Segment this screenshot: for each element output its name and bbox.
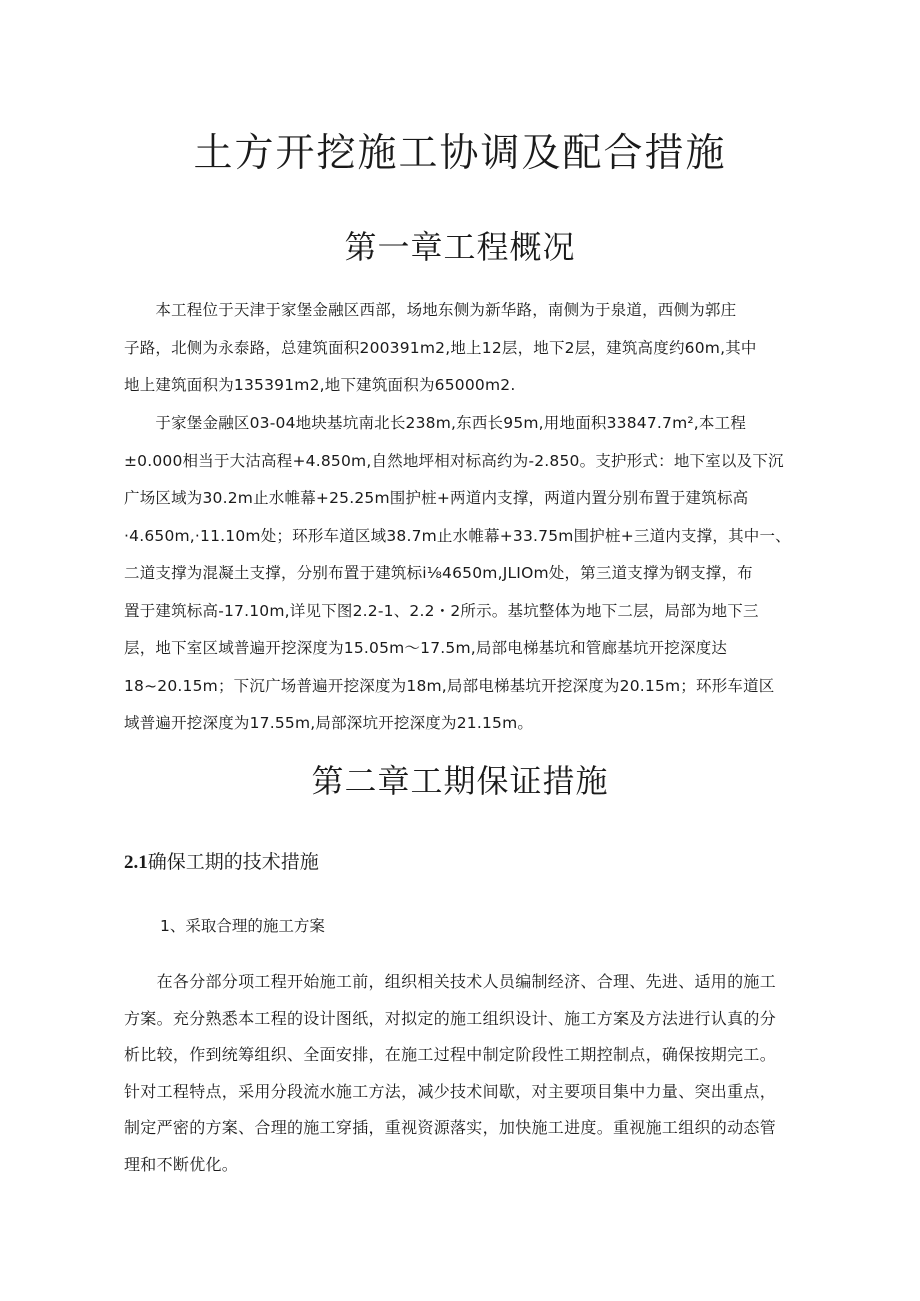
text-line: 域普遍开挖深度为17.55m,局部深坑开挖深度为21.15m。: [124, 714, 534, 732]
text-line: 制定严密的方案、合理的施工穿插，重视资源落实，加快施工进度。重视施工组织的动态管: [124, 1118, 777, 1137]
text-line: 本工程位于天津于家堡金融区西部，场地东侧为新华路，南侧为于泉道，西侧为郭庄: [124, 301, 737, 319]
text-line: 方案。充分熟悉本工程的设计图纸，对拟定的施工组织设计、施工方案及方法进行认真的分: [124, 1008, 777, 1028]
text-line: 二道支撑为混凝土支撑，分别布置于建筑标i⅛4650m,JLIOm处，第三道支撑为钢支撑，布: [124, 564, 753, 582]
text-line: 广场区域为30.2m止水帷幕+25.25m围护桩+两道内支撑，两道内置分别布置于建筑标高: [124, 489, 749, 507]
chapter-2-heading: 第二章工期保证措施: [311, 762, 609, 800]
text-line: 地上建筑面积为135391m2,地下建筑面积为65000m2.: [124, 376, 516, 394]
chapter-1-paragraph-2: [124, 405, 800, 743]
section-2-1-heading: [124, 846, 319, 879]
text-line: 针对工程特点，采用分段流水施工方法，减少技术间歇，对主要项目集中力量、突出重点，: [124, 1081, 777, 1101]
chapter-1-paragraph-1: [124, 292, 800, 405]
text-line: ±0.000相当于大沽高程+4.850m,自然地坪相对标高约为-2.850。支护形式：地下室以及下沉: [124, 451, 784, 470]
text-line: ·4.650m,·11.10m处；环形车道区域38.7m止水帷幕+33.75m围护桩+三道内支撑，其中一、: [124, 526, 791, 545]
text-line: 18~20.15m；下沉广场普遍开挖深度为18m,局部电梯基坑开挖深度为20.15m；环形车道区: [124, 676, 775, 695]
chapter-2-paragraph-1: [124, 964, 800, 1183]
document-title: 土方开挖施工协调及配合措施: [193, 131, 727, 176]
text-line: 层，地下室区域普遍开挖深度为15.05m～17.5m,局部电梯基坑和管廊基坑开挖深度达: [124, 639, 728, 657]
text-line: 于家堡金融区03-04地块基坑南北长238m,东西长95m,用地面积33847.7m²,本工程: [124, 414, 747, 432]
list-item-1: 1、采取合理的施工方案: [160, 917, 325, 935]
chapter-1-heading: 第一章工程概况: [344, 228, 576, 266]
section-number: 2.1: [124, 852, 148, 873]
text-line: 置于建筑标高-17.10m,详见下图2.2-1、2.2・2所示。基坑整体为地下二层，局部为地下三: [124, 601, 759, 620]
text-line: 子路，北侧为永泰路，总建筑面积200391m2,地上12层，地下2层，建筑高度约60m,其中: [124, 338, 757, 357]
text-line: 在各分部分项工程开始施工前，组织相关技术人员编制经济、合理、先进、适用的施工: [124, 972, 777, 991]
text-line: 理和不断优化。: [124, 1154, 239, 1174]
text-line: 析比较，作到统筹组织、全面安排，在施工过程中制定阶段性工期控制点，确保按期完工。: [124, 1045, 777, 1064]
section-title: 确保工期的技术措施: [147, 851, 319, 873]
